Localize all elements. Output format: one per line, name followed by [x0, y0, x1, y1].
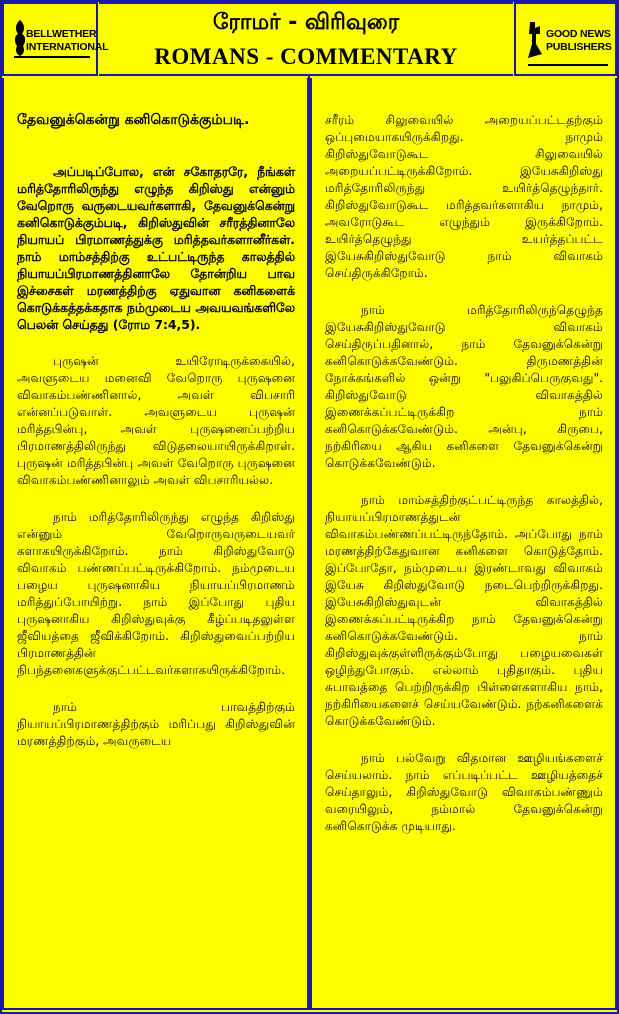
commentary-paragraph: நாம் பாவத்திற்கும் நியாயப்பிரமாணத்திற்கும் மரிப்பது கிறிஸ்துவின் மரணத்திற்கும், அவருடைய	[17, 700, 295, 748]
good-news-logo	[514, 2, 617, 76]
commentary-paragraph: சரீரம் சிலுவையில் அறையப்பட்டதற்கும் ஒப்புமையாகயிருக்கிறது. நாமும் கிறிஸ்துவோடுகூட சிலுவையில் அறையப்பட்டிருக்கிறோம். இயேசுகிறிஸ்து மரித்தோரிலிருந்து உயிர்த்தெழுந்தார். கிறிஸ்துவோடுகூட மரித்தவர்களாகிய நாமும், அவரோடுகூட எழுந்தும் இருக்கிறோம். உயிர்த்தெழுந்து உயர்த்தப்பட்ட இயேசுகிறிஸ்துவோடு நாம் விவாகம் செய்திருக்கிறோம்.	[325, 113, 603, 280]
commentary-paragraph: நாம் மாம்சத்திற்குட்பட்டிருந்த காலத்தில், நியாயப்பிரமாணத்துடன் விவாகம்பண்ணப்பட்டிருந்தோம். அப்போது நாம் மரணத்திற்கேதுவான கனிகளை கொடுத்தோம். இப்போதோ, நம்முடைய இரண்டாவது விவாகம் இயேசு கிறிஸ்துவோடு நடைபெற்றிருக்கிறது. இயேசுகிறிஸ்துவுடன் விவாகத்தில் இணைக்கப்பட்டிருக்கிற நாம் தேவனுக்கென்று கனிகொடுக்கவேண்டும். நாம் கிறிஸ்துவுக்குள்ளிருக்கும்போது பழையவைகள் ஒழிந்துபோகும். எல்லாம் புதிதாகும். புதிய சுபாவத்தை பெற்றிருக்கிற பிள்ளைகளாகிய நாம், நற்கிரியைகளைச் செய்யவேண்டும். நற்கனிகளைக் கொடுக்கவேண்டும்.	[325, 493, 603, 728]
scripture-verse: அப்படிப்போல, என் சகோதரரே, நீங்கள் மரித்தோரிலிருந்து எழுந்த கிறிஸ்து என்னும் வேறொரு வருடையவர்களாகி, தேவனுக்கென்று கனிகொடுக்கும்படி, கிறிஸ்துவின் சரீரத்தினாலே நியாயப் பிரமாணத்துக்கு மரித்தவர்களானீர்கள். நாம் மாம்சத்திற்கு உட்பட்டிருந்த காலத்தில் நியாயப்பிரமாணத்தினாலே தோன்றிய பாவ இச்சைகள் மரணத்திற்கு ஏதுவான கனிகளைக் கொடுக்கத்தக்கதாக நம்முடைய அவயவங்களிலே பெலன் செய்தது (ரோம 7:4,5).	[17, 164, 295, 332]
section-heading: தேவனுக்கென்று கனிகொடுக்கும்படி.	[17, 112, 250, 128]
left-column	[2, 78, 309, 1010]
bellwether-logo-text	[26, 28, 108, 54]
commentary-paragraph: நாம் மரித்தோரிலிருந்து எழுந்த கிறிஸ்து என்னும் வேறொருவருடையவர் களாகயிருக்கிறோம். நாம் கிறிஸ்துவோடு விவாகம் பண்ணப்பட்டிருக்கிறோம். நம்முடைய பழைய புருஷனாகிய நியாயப்பிரமாணம் மரித்துப்போயிற்று. நாம் இப்போது புதிய புருஷனாகிய கிறிஸ்துவுக்கு கீழ்ப்படிதலுள்ள ஜீவியத்தை ஜீவிக்கிறோம். கிறிஸ்துவைப்பற்றிய பிரமாணத்தின் நிபந்தனைகளுக்குட்பட்டவர்களாகயிருக்கிறோம்.	[17, 510, 295, 677]
commentary-paragraph: நாம் பல்வேறு விதமான ஊழியங்களைச் செய்யலாம். நாம் எப்படிப்பட்ட ஊழியத்தைச் செய்தாலும், கிறிஸ்துவோடு விவாகம்பண்ணும் வரையிலும், நம்மால் தேவனுக்கென்று கனிகொடுக்க முடியாது.	[325, 751, 603, 833]
bellwether-logo-line2: INTERNATIONAL	[26, 41, 109, 53]
page-title-english: ROMANS - COMMENTARY	[154, 44, 458, 69]
commentary-paragraph: புருஷன் உயிரோடிருக்கையில், அவளுடைய மனைவி வேறொரு புருஷனை விவாகம்பண்ணினால், அவள் விபசாரி என்னப்படுவாள். அவளுடைய புருஷன் மரித்தபின்பு, அவள் புருஷனைப்பற்றிய பிரமாணத்திலிருந்து விடுதலையாயிருக்கிறாள். புருஷன் மரித்தபின்பு அவள் வேறொரு புருஷனை விவாகம்பண்ணினாலும் அவள் விபசாரியல்ல.	[17, 354, 295, 487]
good-news-logo-text	[546, 28, 612, 54]
page-title-tamil: ரோமர் - விரிவுரை	[212, 10, 400, 35]
logo-underline	[14, 56, 90, 58]
right-column	[310, 78, 617, 1010]
commentary-paragraph: நாம் மரித்தோரிலிருந்தெழுந்த இயேசுகிறிஸ்துவோடு விவாகம் செய்திருப்பதினால், நாம் தேவனுக்கென்று கனிகொடுக்கவேண்டும். திருமணத்தின் நோக்கங்களில் ஒன்று "பலுகிப்பெருகுவது". கிறிஸ்துவோடு விவாகத்தில் இணைக்கப்பட்டிருக்கிற நாம் கனிகொடுக்கவேண்டும். அன்பு, கிருபை, நற்கிரியை ஆகிய கனிகளை தேவனுக்கென்று கொடுக்கவேண்டும்.	[325, 303, 603, 470]
good-news-logo-line1: GOOD NEWS	[546, 28, 611, 40]
bellwether-logo	[2, 2, 109, 76]
bellwether-logo-line1: BELLWETHER	[26, 28, 97, 40]
logo-underline	[528, 64, 608, 66]
title-box	[99, 2, 513, 76]
good-news-logo-line2: PUBLISHERS	[546, 41, 612, 53]
good-news-trumpet-icon	[526, 18, 546, 60]
page-header	[2, 2, 617, 76]
